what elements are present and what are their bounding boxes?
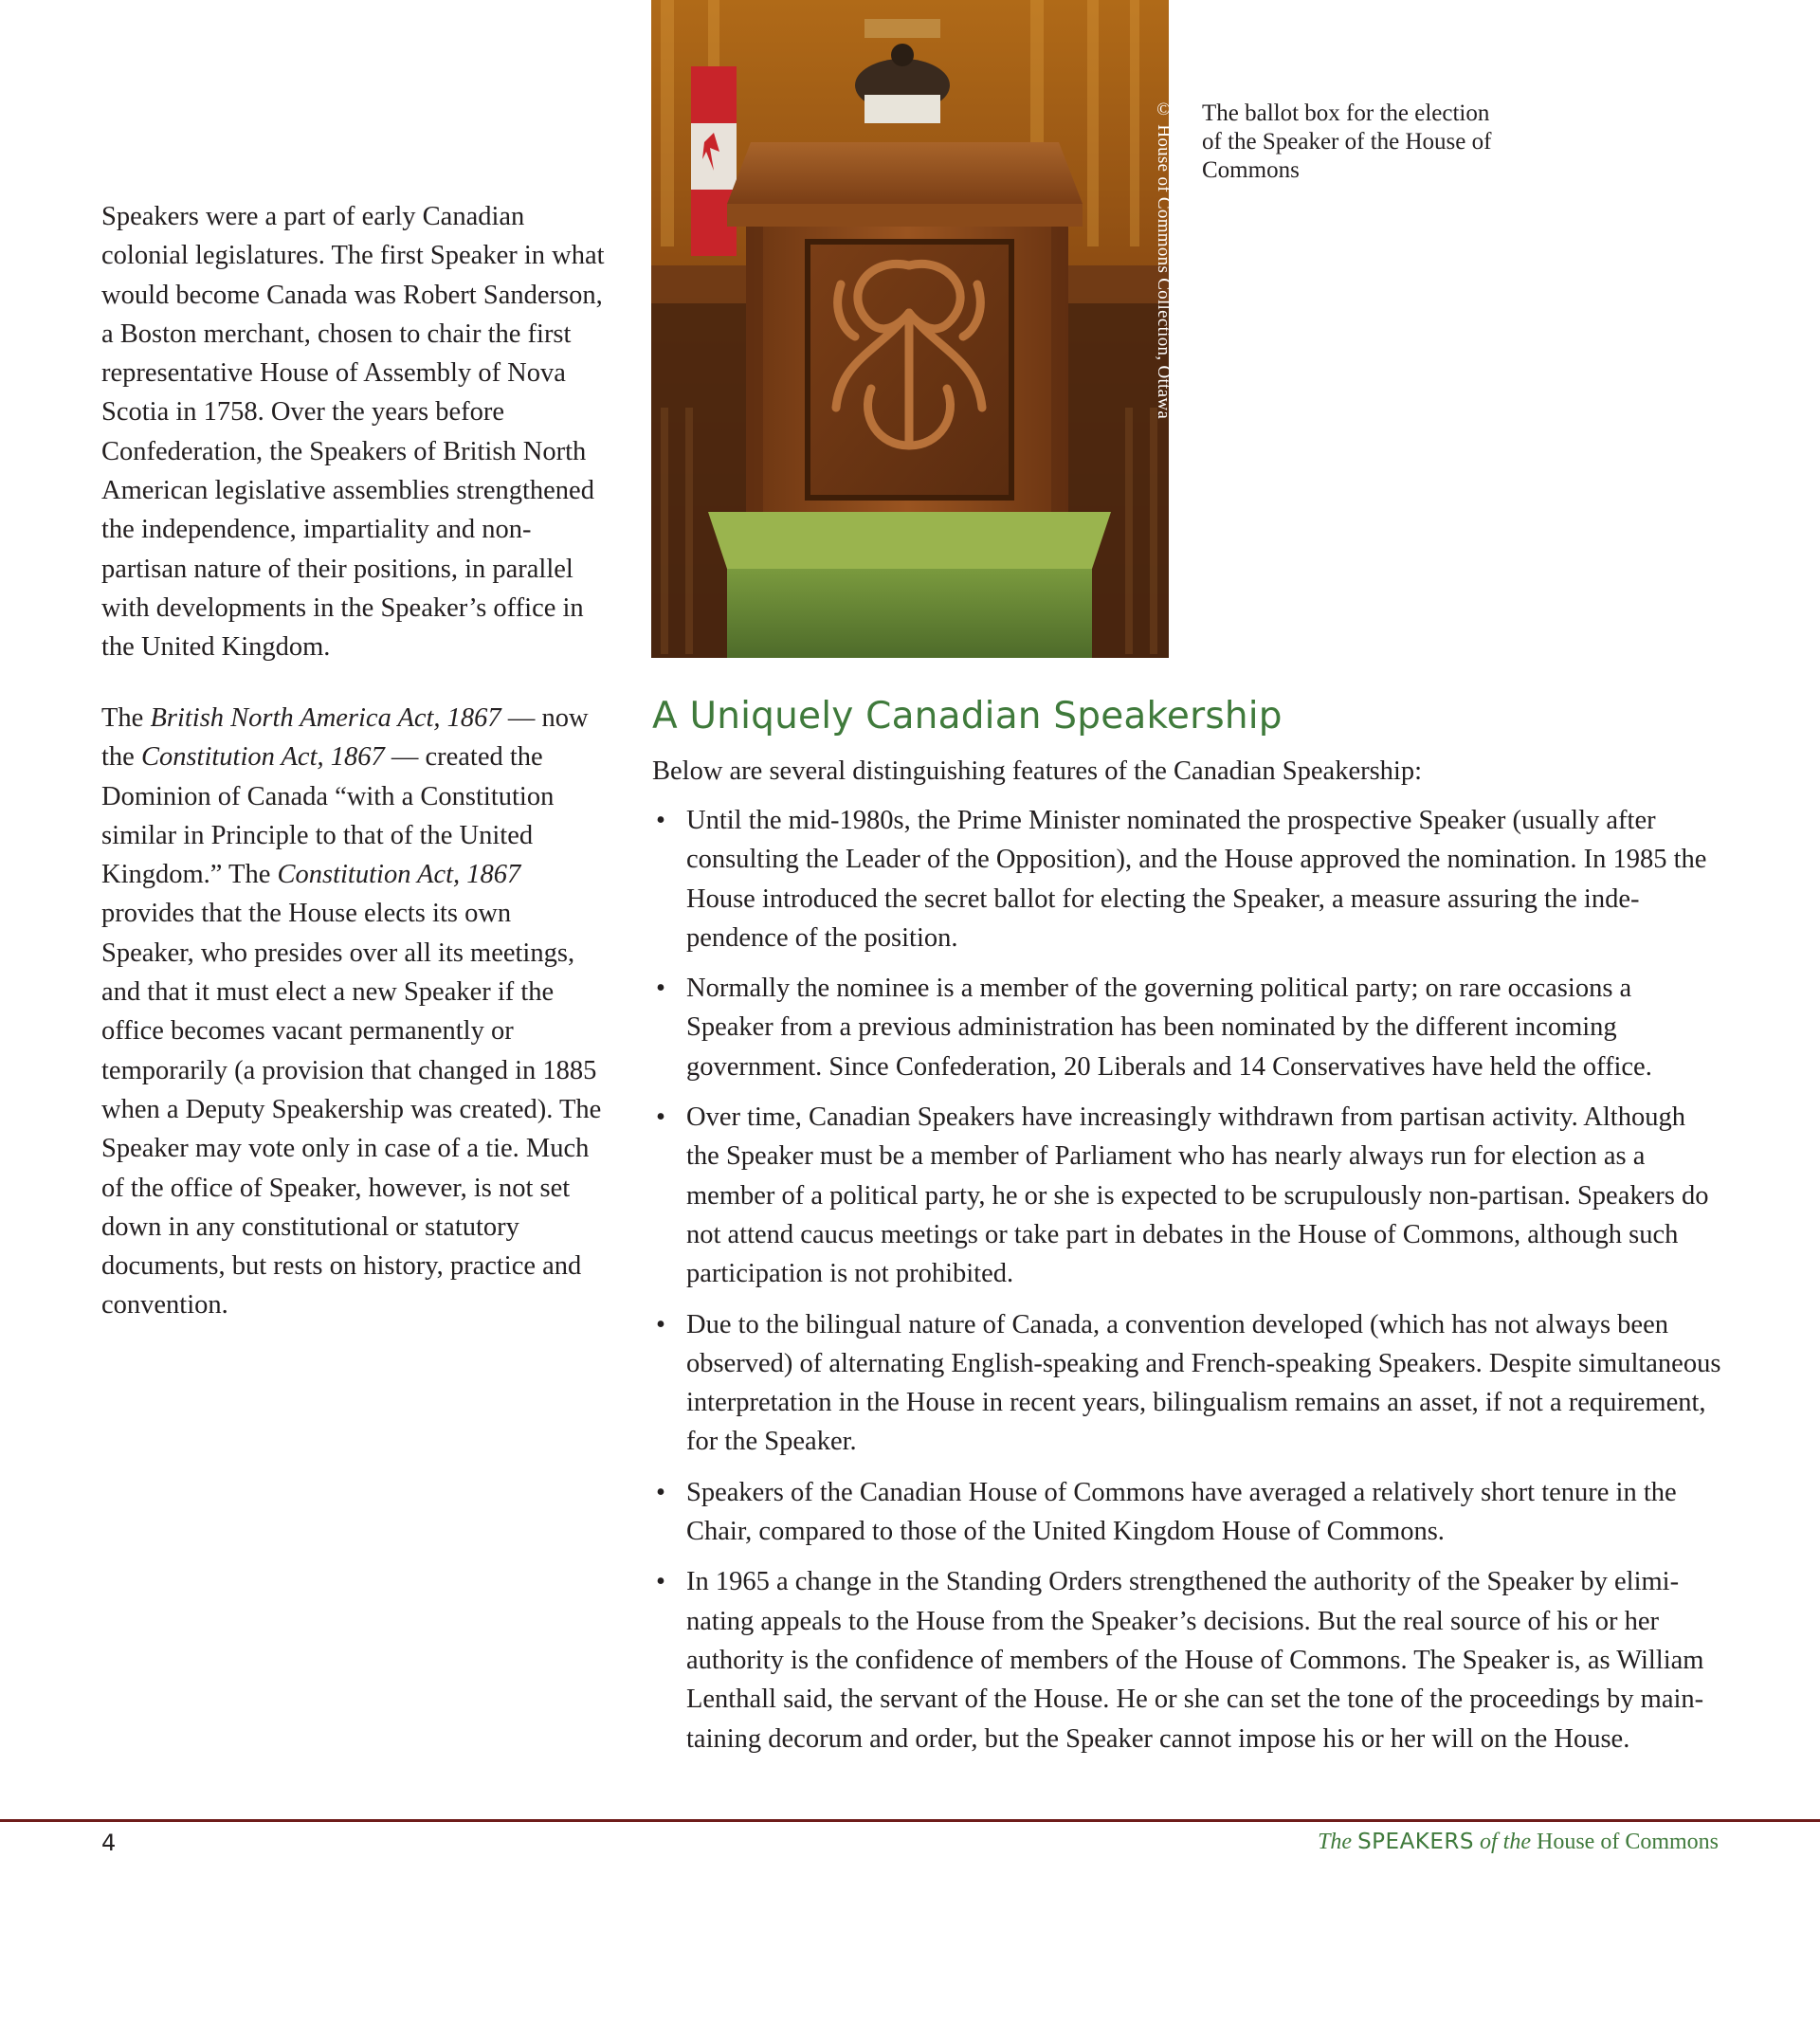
list-item bbox=[652, 969, 1723, 1086]
para2-text-3: — created the Dominion of Canada “with a Constitution similar in Principle to that of the United Kingdom.” The bbox=[101, 742, 555, 890]
para2-text-1: The bbox=[101, 703, 151, 733]
photo-credit: © House of Commons Collection, Ottawa bbox=[1154, 100, 1174, 420]
bullet-icon: • bbox=[656, 1309, 665, 1339]
list-item-text: Speakers of the Canadian House of Commons have averaged a relatively short tenure in the Chair, compared to those of the United Kingdom House of Commons. bbox=[686, 1477, 1677, 1547]
list-item bbox=[652, 1562, 1723, 1758]
bullet-icon: • bbox=[656, 1477, 665, 1507]
section-heading: A Uniquely Canadian Speakership bbox=[652, 695, 1283, 738]
footer-rule bbox=[0, 1819, 1820, 1822]
list-item bbox=[652, 1305, 1723, 1462]
para2-italic-constitution-act-2: Constitution Act, 1867 bbox=[277, 860, 521, 890]
feature-list bbox=[652, 801, 1723, 1770]
list-item-text: In 1965 a change in the Standing Orders strengthened the authority of the Speaker by elimi-nating appeals to the House from the Speaker’s decisions. But the real source of his or her authority is the confidence of members of the House of Commons. The Speaker is, as William Lenthall said, the servant of the House. He or she can set the tone of the proceedings by main-taining decorum and order, but the Speaker cannot impose his or her will on the House. bbox=[686, 1567, 1704, 1754]
running-title bbox=[1318, 1830, 1719, 1855]
list-item bbox=[652, 1473, 1723, 1552]
list-item-text: Due to the bilingual nature of Canada, a convention developed (which has not always been observed) of alternating English-speaking and French-speaking Speakers. Despite simultaneous interpretation in the House in recent years, bilingualism remains an asset, if not a requirement, for the Speaker. bbox=[686, 1309, 1721, 1457]
para2-italic-constitution-act: Constitution Act, 1867 bbox=[140, 742, 385, 773]
list-item bbox=[652, 1098, 1723, 1293]
para2-text-4: provides that the House elects its own Speaker, who presides over all its meetings, and that it must elect a new Speaker if the office becomes vacant permanently or temporarily (a provision that changed in 1885 when a Deputy Speakership was created). The Speaker may vote only in case of a tie. Much of the office of Speaker, however, is not set down in any constitutional or statutory documents, but rests on history, practice and convention. bbox=[101, 899, 602, 1321]
bullet-icon: • bbox=[656, 806, 665, 835]
running-title-speakers: SPEAKERS bbox=[1357, 1830, 1474, 1854]
photo-caption: The ballot box for the election of the Speaker of the House of Commons bbox=[1202, 100, 1492, 183]
para2-text-2: — now the bbox=[101, 703, 589, 773]
running-title-the: The bbox=[1318, 1830, 1353, 1854]
bullet-icon: • bbox=[656, 1102, 665, 1133]
box-lid bbox=[727, 142, 1083, 204]
green-base-top bbox=[708, 512, 1111, 569]
list-item-text: Over time, Canadian Speakers have increasingly withdrawn from partisan activity. Although the Speaker must be a member of Parliament who has nearly always run for election as a member of a political party, he or she is expected to be scrupulously non-partisan. Speakers do not attend caucus meetings or take part in debates in the House of Commons, although such participation is not prohibited. bbox=[686, 1102, 1709, 1289]
para2-italic-bna-act: British North America Act, 1867 bbox=[150, 703, 501, 733]
left-column-paragraph-1 bbox=[101, 197, 609, 667]
list-item-text: Until the mid-1980s, the Prime Minister nominated the prospective Speaker (usually after consulting the Leader of the Opposition), and the House approved the nomination. In 1985 the House introduced the secret ballot for electing the Speaker, a measure assuring the inde-pendence of the position. bbox=[686, 806, 1707, 953]
crown bbox=[855, 19, 950, 123]
page-number: 4 bbox=[101, 1830, 117, 1856]
list-item-text: Normally the nominee is a member of the governing political party; on rare occasions a Speaker from a previous administration has been nominated by the different incoming government. Since Confederation, 20 Liberals and 14 Conservatives have held the office. bbox=[686, 974, 1652, 1082]
flag bbox=[691, 66, 737, 256]
section-intro: Below are several distinguishing features of the Canadian Speakership: bbox=[652, 756, 1423, 786]
paragraph-constitution-act bbox=[101, 699, 609, 1325]
box-lid-edge bbox=[727, 204, 1083, 227]
ballot-box-illustration bbox=[651, 0, 1169, 658]
bullet-icon: • bbox=[656, 1567, 665, 1597]
left-column-paragraph-2 bbox=[101, 699, 609, 1325]
green-base bbox=[727, 569, 1092, 658]
list-item bbox=[652, 801, 1723, 957]
bullet-icon: • bbox=[656, 974, 665, 1004]
ballot-box-photo bbox=[651, 0, 1169, 658]
paragraph-speakers-history: Speakers were a part of early Canadian colonial legislatures. The first Speaker in what would become Canada was Robert Sanderson, a Boston merchant, chosen to chair the first representative House of Assembly of Nova Scotia in 1758. Over the years before Confederation, the Speakers of British North American legislative assemblies strengthened the independence, impartiality and non-partisan nature of their positions, in parallel with developments in the Speaker’s office in the United Kingdom. bbox=[101, 202, 605, 663]
running-title-house: House of Commons bbox=[1537, 1830, 1719, 1854]
running-title-of-the: of the bbox=[1480, 1830, 1531, 1854]
